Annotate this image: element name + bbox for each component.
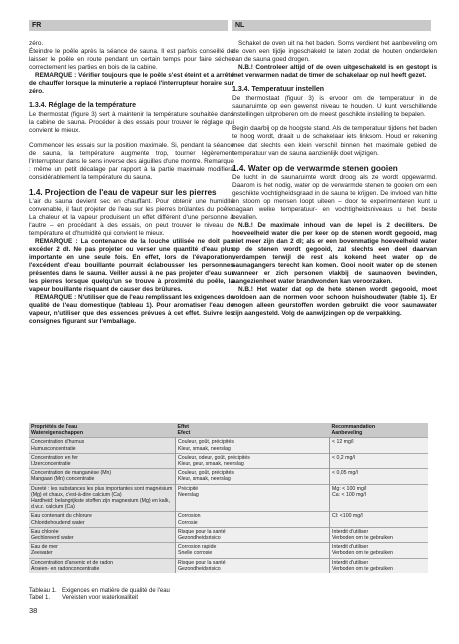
fr-column — [29, 40, 234, 333]
table-cell: Mg: < 100 mg/l Ca: < 100 mg/l — [330, 484, 429, 512]
table-header-cell: Effet Efect — [176, 423, 330, 438]
nl-paragraph: Begin daarbij op de hoogste stand. Als de temperatuur tijdens het baden te hoog wordt, draait u de schakelaar iets linksom. Houd er rekening mee dat slechts een klein verschil binnen het maximale gebied de temperatuur van de sauna aanzienlijk doet wijzigen. — [232, 125, 437, 157]
fr-language-label: FR — [32, 22, 42, 29]
caption-text-nl: Vereisten voor waterkwaliteit — [62, 595, 139, 601]
table-cell: Interdit d'utiliser Verboden om te gebruiken — [330, 527, 429, 542]
table-cell: Interdit d'utiliser Verboden om te gebruiken — [330, 543, 429, 558]
nl-note: N.B.! Controleer altijd of de oven uitgeschakeld is en gestopt is met verwarmen nadat de timer de schakelaar op nul heeft gezet. — [232, 64, 437, 80]
table-cell: < 0,05 mg/l — [330, 469, 429, 484]
fr-note: REMARQUE : La contenance de la louche utilisée ne doit pas excéder 2 dl. Ne pas projeter ou verser une quantité d'eau plus importante en une seule fois. En effet, lors de l'évaporation, l'excédent d'eau bouillante pourrait éclabousser les personnes présentes dans le sauna. Veiller aussi à ne pas projeter d'eau sur les pierres lorsque quelqu'un se trouve à proximité du poêle, la vapeur bouillante risquant de causer des brûlures. — [29, 237, 234, 294]
fr-note: REMARQUE : Vérifier toujours que le poêle s'est éteint et a arrêté de chauffer lorsque la minuterie a replacé l'interrupteur horaire sur zéro. — [29, 72, 234, 96]
table-cell: Eau de mer Zeewater — [29, 543, 176, 558]
table-cell: Corrosion Corrosie — [176, 512, 330, 527]
table-cell: Couleur, goût, précipités Kleur, smaak, neerslag — [176, 438, 330, 453]
nl-heading-water: 1.4. Water op de verwarmde stenen gooien — [232, 163, 398, 173]
table-row — [29, 527, 428, 542]
table-row — [29, 484, 428, 512]
caption-text-fr: Exigences en matière de qualité de l'eau — [62, 588, 170, 594]
table-cell: Corrosion rapide Snelle corrosie — [176, 543, 330, 558]
table-cell: Interdit d'utiliser Verboden om te gebruiken — [330, 558, 429, 573]
table-row — [29, 512, 428, 527]
page-number: 38 — [29, 606, 38, 615]
table-cell: Couleur, goût, précipités Kleur, smaak, neerslag — [176, 469, 330, 484]
table-row — [29, 438, 428, 453]
table-header-row — [29, 423, 428, 438]
fr-paragraph: Commencer les essais sur la position maximale. Si, pendant la séance de sauna, la température augmente trop, tourner légèrement l'interrupteur dans le sens inverse des aiguilles d'une montre. Remarque : même un petit décalage par rapport à la partie maximale modifiera considérablement la température du sauna. — [29, 141, 234, 181]
table-cell: Eau chlorée Gechloreerd water — [29, 527, 176, 542]
table-cell: < 0,2 mg/l — [330, 453, 429, 468]
nl-paragraph: De lucht in de saunaruimte wordt droog als ze wordt opgewarmd. Daarom is het nodig, water op de verwarmde stenen te gooien om een geschikte vochtigheidsgraad in de sauna te krijgen. De invloed van hitte en stoom op mensen loopt uiteen – door te experimenteren kunt u nagaan welke temperatuur- en vochtigheidsniveaus u het beste bevallen. — [232, 173, 437, 221]
table-cell: Cl: <100 mg/l — [330, 512, 429, 527]
table-cell: < 12 mg/l — [330, 438, 429, 453]
nl-paragraph: De thermostaat (figuur 3) is ervoor om de temperatuur in de saunaruimte op een gewenst niveau te houden. U kunt verschillende instellingen uitproberen om de meest geschikte instelling te bepalen. — [232, 95, 437, 119]
table-cell: Dureté : les substances les plus importantes sont magnésium (Mg) et chaux, c'est-à-dire calcium (Ca) Hardheid: belangrijkste stoffen zijn magnesium (Mg) en kalk, d.w.z. calcium (Ca) — [29, 484, 176, 512]
table-row — [29, 453, 428, 468]
fr-note: REMARQUE : N'utiliser que de l'eau remplissant les exigences de qualité de l'eau domestique (tableau 1). Pour aromatiser l'eau de vapeur, n'utiliser que des essences prévues à cet effet. Suivre les consignes figurant sur l'emballage. — [29, 294, 234, 326]
table-cell: Concentration d'arsenic et de radon Arseen- en radonconcentratie — [29, 558, 176, 573]
table-header-cell: Recommandation Aanbeveling — [330, 423, 429, 438]
table-row — [29, 543, 428, 558]
nl-language-label: NL — [235, 22, 245, 29]
fr-paragraph: L'air du sauna devient sec en chauffant. Pour obtenir une humidité convenable, il faut projeter de l'eau sur les pierres brûlantes du poêle. La chaleur et la vapeur produisent un effet différent d'une personne à l'autre – en procédant à des essais, on peut trouver le niveau de température et d'humidité qui convient le mieux. — [29, 197, 234, 237]
fr-paragraph: zéro. Éteindre le poêle après la séance de sauna. Il est parfois conseillé de laisser le poêle en route pendant un certain temps pour faire sécher correctement les parties en bois de la cabine. — [29, 40, 234, 72]
nl-heading-temperature: 1.3.4. Temperatuur instellen — [232, 86, 325, 94]
table-cell: Risque pour la santé Gezondheidsrisico — [176, 558, 330, 573]
table-row — [29, 558, 428, 573]
table-cell: Concentration de manganèse (Mn) Mangaan (Mn) concentratie — [29, 469, 176, 484]
caption-label-fr: Tableau 1. — [29, 588, 57, 594]
fr-heading-temperature: 1.3.4. Réglage de la température — [29, 102, 136, 110]
table-header-cell: Propriétés de l'eau Watereigenschappen — [29, 423, 176, 438]
table-caption — [29, 588, 170, 602]
table-cell: Précipité Neerslag — [176, 484, 330, 512]
table-cell: Risque pour la santé Gezondheidsrisico — [176, 527, 330, 542]
nl-header-bar — [232, 20, 431, 31]
fr-paragraph: Le thermostat (figure 3) sert à maintenir la température souhaitée dans la cabine de sauna. Procéder à des essais pour trouver le réglage qui convient le mieux. — [29, 111, 234, 135]
caption-label-nl: Tabel 1. — [29, 595, 51, 601]
table-row — [29, 469, 428, 484]
nl-note: N.B.! De maximale inhoud van de lepel is 2 deciliters. De hoeveelheid water die per keer op de stenen wordt gegooid, mag niet meer zijn dan 2 dl; als er een bovenmatige hoeveelheid water op de stenen wordt gegooid, zal slechts een deel daarvan verdampen terwijl de rest als kokend heet water op de saunagangers terecht kan komen. Gooi nooit water op de stenen wanneer er zich personen vlakbij de saunaoven bevinden, aangezienheet water brandwonden kan veroorzaken. — [232, 221, 437, 286]
fr-header-bar — [29, 20, 228, 31]
table-cell: Couleur, odeur, goût, précipités Kleur, geur, smaak, neerslag — [176, 453, 330, 468]
nl-note: N.B.! Het water dat op de hete stenen wordt gegooid, moet voldoen aan de normen voor schoon huishoudwater (table 1). Er mogen alleen geurstoffen worden gebruikt die voor saunawater zijn aangesteld. Volg de aanwijzingen op de verpakking. — [232, 286, 437, 318]
water-quality-table — [29, 423, 428, 573]
table-cell: Eau contenant du chlorure Chloridehoudend water — [29, 512, 176, 527]
fr-heading-water: 1.4. Projection de l'eau de vapeur sur les pierres — [29, 187, 217, 197]
nl-column — [232, 40, 437, 324]
table-cell: Concentration d'humus Humusconcentratie — [29, 438, 176, 453]
nl-paragraph: Schakel de oven uit na het baden. Soms verdient het aanbeveling om de oven een tijdje ingeschakeld te laten zodat de houten onderdelen van de sauna goed drogen. — [232, 40, 437, 64]
table-cell: Concentration en fer IJzerconcentratie — [29, 453, 176, 468]
